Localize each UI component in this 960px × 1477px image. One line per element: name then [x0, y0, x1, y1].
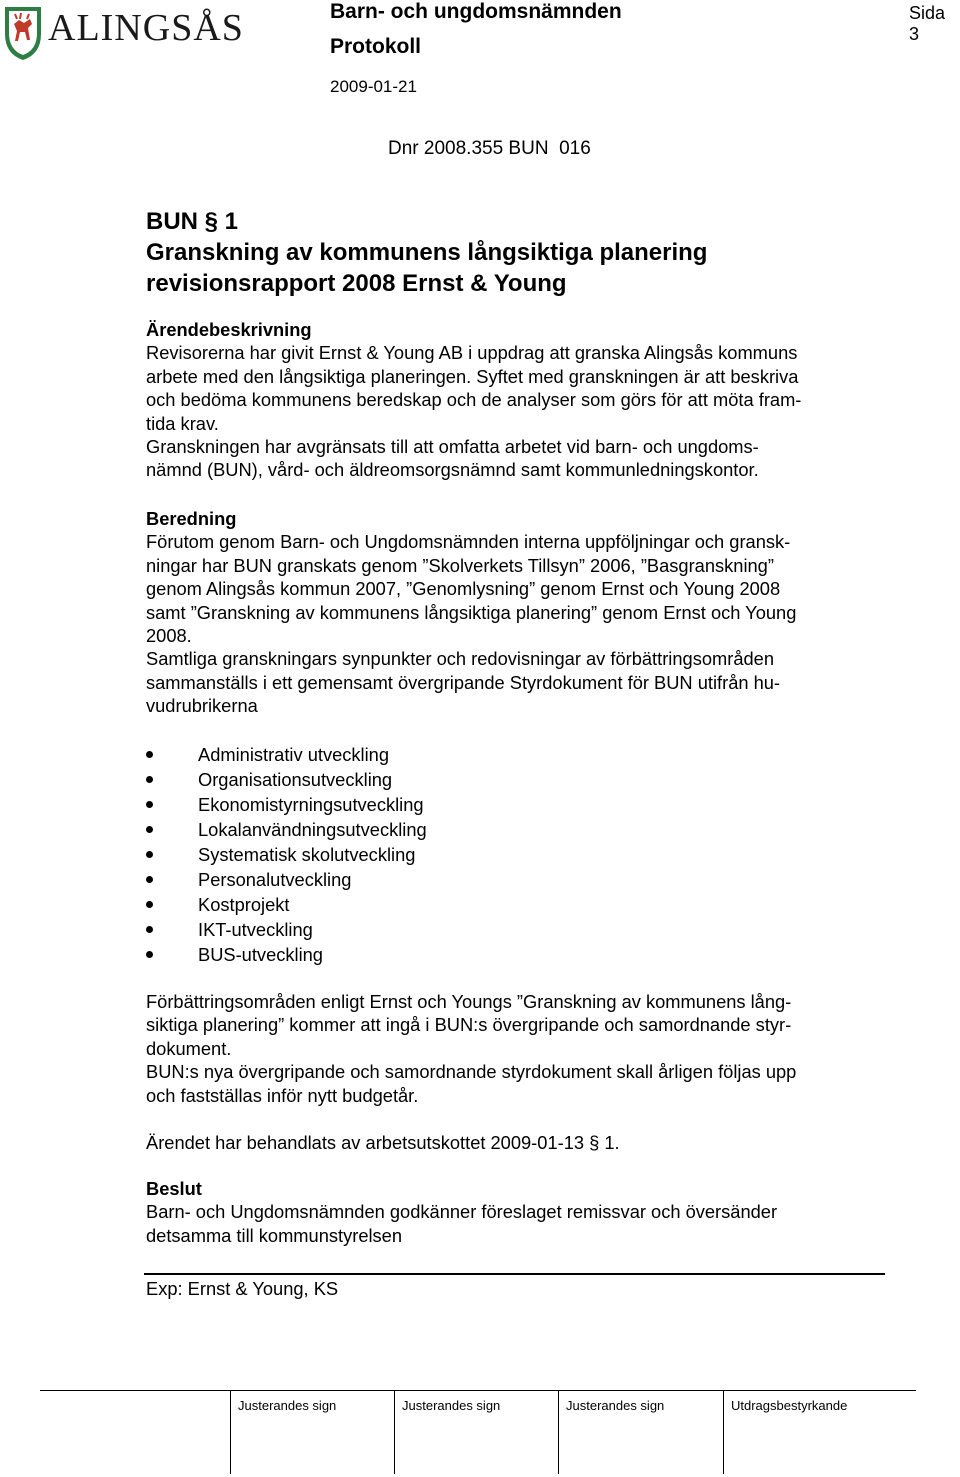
body-line: ningar har BUN granskats genom ”Skolverkets Tillsyn” 2006, ”Basgranskning”	[146, 554, 774, 576]
expedition-line: Exp: Ernst & Young, KS	[146, 1278, 339, 1299]
footer-column-divider	[558, 1390, 559, 1474]
body-line: och bedöma kommunens beredskap och de analyser som görs för att möta fram-	[146, 389, 802, 411]
list-item: Kostprojekt	[146, 892, 646, 917]
bullet-icon	[146, 951, 153, 958]
body-line: Ärendet har behandlats av arbetsutskottet 2009-01-13 § 1.	[146, 1132, 620, 1153]
title-line-1: Granskning av kommunens långsiktiga planering	[146, 239, 708, 266]
body-line: Förutom genom Barn- och Ungdomsnämnden interna uppföljningar och gransk-	[146, 531, 791, 553]
list-item: Administrativ utveckling	[146, 742, 646, 767]
section-title	[146, 206, 906, 299]
committee-name: Barn- och ungdomsnämnden	[330, 0, 622, 23]
committee-note	[146, 1131, 916, 1154]
signature-field-1: Justerandes sign	[238, 1398, 337, 1413]
list-item: Systematisk skolutveckling	[146, 842, 646, 867]
body-line: sammanställs i ett gemensamt övergripande Styrdokument för BUN utifrån hu-	[146, 671, 781, 693]
body-line: arbete med den långsiktiga planeringen. Syftet med granskningen är att beskriva	[146, 365, 799, 387]
signature-field-3: Justerandes sign	[566, 1398, 665, 1413]
body-line: detsamma till kommunstyrelsen	[146, 1224, 403, 1246]
municipality-logo	[2, 4, 258, 60]
list-item: Personalutveckling	[146, 867, 646, 892]
footer-column-divider	[230, 1390, 231, 1474]
divider	[144, 1273, 885, 1275]
bullet-icon	[146, 851, 153, 858]
bullet-icon	[146, 751, 153, 758]
focus-area-list	[146, 742, 646, 967]
improvement-paragraph	[146, 990, 916, 1107]
bullet-icon	[146, 826, 153, 833]
body-line: Samtliga granskningars synpunkter och redovisningar av förbättringsområden	[146, 648, 774, 670]
paragraph-number: BUN § 1	[146, 208, 239, 235]
body-line: 2008.	[146, 625, 192, 647]
signature-field-2: Justerandes sign	[402, 1398, 501, 1413]
coat-of-arms-icon	[5, 7, 41, 60]
list-item: Ekonomistyrningsutveckling	[146, 792, 646, 817]
body-line: BUN:s nya övergripande och samordnande styrdokument skall årligen följas upp	[146, 1061, 797, 1083]
body-line: Förbättringsområden enligt Ernst och Youngs ”Granskning av kommunens lång-	[146, 991, 792, 1012]
footer-column-divider	[394, 1390, 395, 1474]
beslut-section	[146, 1177, 916, 1247]
title-line-2: revisionsrapport 2008 Ernst & Young	[146, 270, 567, 297]
footer-column-divider	[723, 1390, 724, 1474]
section-heading: Beslut	[146, 1178, 202, 1199]
list-item: Lokalanvändningsutveckling	[146, 817, 646, 842]
body-line: Revisorerna har givit Ernst & Young AB i uppdrag att granska Alingsås kommuns	[146, 342, 798, 364]
body-line: dokument.	[146, 1037, 232, 1059]
body-line: samt ”Granskning av kommunens långsiktiga planering” genom Ernst och Young	[146, 601, 797, 623]
list-item: Organisationsutveckling	[146, 767, 646, 792]
bullet-icon	[146, 876, 153, 883]
bullet-icon	[146, 901, 153, 908]
bullet-icon	[146, 801, 153, 808]
body-line: nämnd (BUN), vård- och äldreomsorgsnämnd samt kommunledningskontor.	[146, 459, 759, 481]
footer-divider	[40, 1390, 916, 1391]
diary-number: Dnr 2008.355 BUN 016	[388, 138, 591, 159]
section-heading: Beredning	[146, 508, 237, 529]
list-item: BUS-utveckling	[146, 942, 646, 967]
section-heading: Ärendebeskrivning	[146, 319, 312, 340]
body-line: genom Alingsås kommun 2007, ”Genomlysning” genom Ernst och Young 2008	[146, 578, 781, 600]
body-line: vudrubrikerna	[146, 695, 258, 717]
arendebeskrivning-section	[146, 318, 916, 482]
extract-certification: Utdragsbestyrkande	[731, 1398, 848, 1413]
body-line: Granskningen har avgränsats till att omfatta arbetet vid barn- och ungdoms-	[146, 436, 759, 458]
bullet-icon	[146, 776, 153, 783]
beredning-section	[146, 507, 916, 718]
list-item: IKT-utveckling	[146, 917, 646, 942]
bullet-icon	[146, 926, 153, 933]
meeting-date: 2009-01-21	[330, 77, 417, 96]
logo-wordmark: ALINGSÅS	[48, 7, 244, 49]
document-type: Protokoll	[330, 35, 422, 58]
body-line: Barn- och Ungdomsnämnden godkänner föreslaget remissvar och översänder	[146, 1201, 778, 1223]
body-line: siktiga planering” kommer att ingå i BUN:s övergripande och samordnande styr-	[146, 1014, 792, 1036]
page-number: Sida 3	[909, 3, 946, 44]
body-line: tida krav.	[146, 412, 219, 434]
body-line: och fastställas inför nytt budgetår.	[146, 1084, 419, 1106]
